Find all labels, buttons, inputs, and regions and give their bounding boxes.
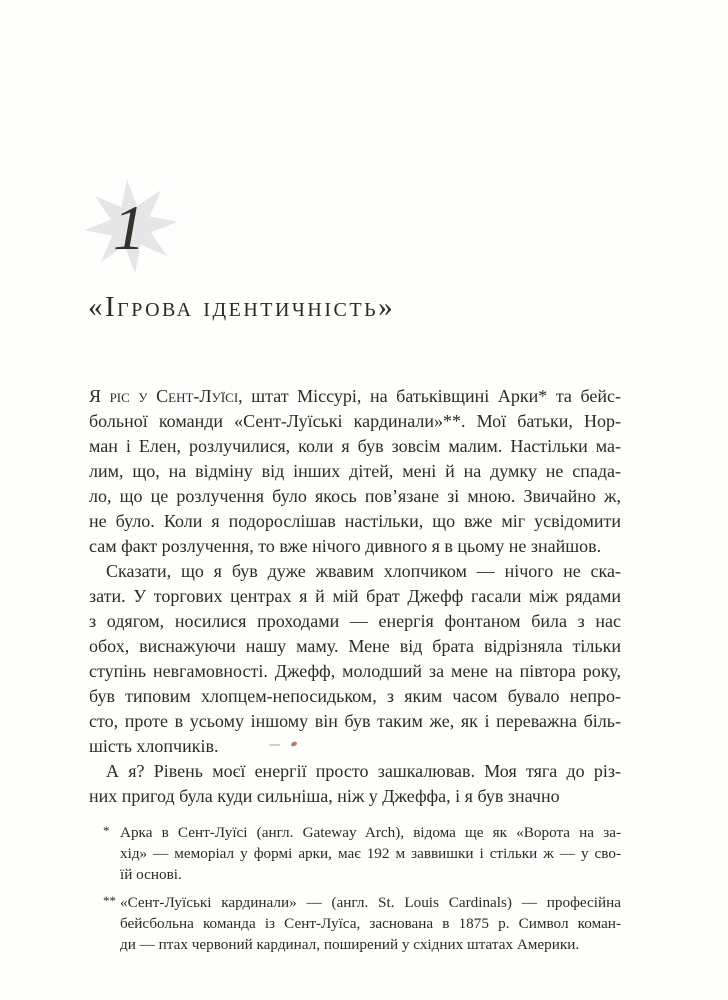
chapter-number: 1 [113,192,145,263]
text-line: ступінь невгамовності. Джефф, молодший за мене на півтора року, [89,661,621,681]
footnote-line: бейсбольна команда із Сент-Луїса, заснована в 1875 р. Символ коман- [120,915,621,932]
text-line: них пригод була куди сильніша, ніж у Джеффа, і я був значно [89,786,560,806]
text-line: Сказати, що я був дуже жвавим хлопчиком — нічого не ска- [106,561,621,581]
text-line: з одягом, носилися проходами — енергія фонтаном била з нас [89,611,621,631]
footnotes-section [89,822,621,962]
line-rest: штат Міссурі, на батьківщині Арки* та бейс- [242,386,621,406]
paragraph-2 [89,559,621,759]
text-line: А я? Рівень моєї енергії просто зашкалював. Моя тяга до різ- [106,761,621,781]
lead-smallcaps: Я ріс у Сент-Луїсі, [89,386,243,406]
text-line: ман і Елен, розлучилися, коли я був зовсім малим. Настільки ма- [89,436,621,456]
text-line [89,384,621,409]
text-line: був типовим хлопцем-непосидьком, з яким часом бувало непро- [89,686,621,706]
footnote-line: хід» — меморіал у формі арки, має 192 м заввишки і стільки ж — у сво- [120,845,621,862]
body-text [89,384,621,809]
text-line: ло, що це розлучення було якось пов’язане зі мною. Звичайно ж, [89,486,621,506]
chapter-star [84,179,178,275]
text-line: сам факт розлучення, то вже нічого дивного я в цьому не знайшов. [89,536,602,556]
footnote-line: «Сент-Луїські кардинали» — (англ. St. Louis Cardinals) — професійна [120,894,621,911]
scan-artifact [269,744,280,746]
text-line: обох, виснажуючи нашу маму. Мене від брата відрізняла тільки [89,636,621,656]
footnote-line: Арка в Сент-Луїсі (англ. Gateway Arch), відома ще як «Ворота на за- [120,824,621,841]
paragraph-1 [89,384,621,559]
text-line: сто, проте в усьому іншому він був таким же, як і переважна біль- [89,711,621,731]
footnote-line: ди — птах червоний кардинал, поширений у східних штатах Америки. [120,936,580,953]
footnote-1 [89,822,621,885]
footnote-marker: ** [103,893,116,908]
text-line: шість хлопчиків. [89,736,219,756]
paragraph-3 [89,759,621,809]
chapter-title: «Ігрова ідентичність» [88,291,396,323]
footnote-2 [89,892,621,955]
text-line: лим, що, на відміну від інших дітей, мені й на думку не спада- [89,461,621,481]
text-line: зати. У торгових центрах я й мій брат Джефф гасали між рядами [89,586,621,606]
text-line: больної команди «Сент-Луїські кардинали»**. Мої батьки, Нор- [89,411,621,431]
text-line: не було. Коли я подорослішав настільки, що вже міг усвідомити [89,511,621,531]
footnote-marker: * [103,823,110,838]
footnote-line: їй основі. [120,866,182,883]
